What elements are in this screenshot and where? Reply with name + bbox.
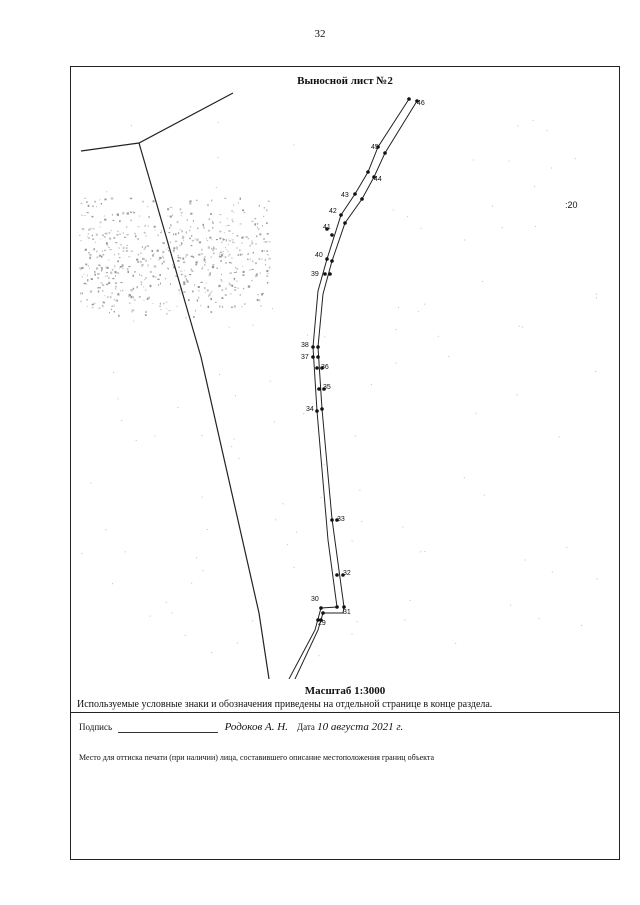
boundary-point-label: 39	[311, 271, 319, 278]
boundary-line-main	[139, 143, 269, 679]
boundary-point-marker	[319, 606, 323, 610]
boundary-point-marker	[330, 518, 334, 522]
legend-note: Используемые условные знаки и обозначения приведены на отдельной странице в конце раздела.	[77, 699, 493, 710]
boundary-point-label: 37	[301, 354, 309, 361]
boundary-point-label: 31	[343, 609, 351, 616]
boundary-point-marker	[335, 573, 339, 577]
map-title: Выносной лист №2	[297, 75, 393, 87]
boundary-points	[301, 97, 425, 627]
boundary-point-label: 41	[323, 224, 331, 231]
boundary-point-label: 42	[329, 208, 337, 215]
boundary-point-marker	[353, 192, 357, 196]
boundary-point-marker	[311, 355, 315, 359]
boundary-point-marker	[321, 611, 325, 615]
boundary-point-marker	[316, 355, 320, 359]
signature-line	[118, 723, 218, 733]
signer-name: Родоков А. Н.	[224, 721, 288, 733]
boundary-point-marker	[360, 197, 364, 201]
boundary-point-marker	[325, 257, 329, 261]
boundary-point-marker	[316, 345, 320, 349]
page-number: 32	[314, 28, 326, 40]
signature-section	[71, 712, 619, 860]
boundary-point-label: 30	[311, 596, 319, 603]
boundary-point-marker	[311, 345, 315, 349]
boundary-point-label: 45	[371, 144, 379, 151]
boundary-point-label: 32	[343, 570, 351, 577]
boundary-point-marker	[315, 409, 319, 413]
boundary-point-marker	[330, 259, 334, 263]
boundary-point-marker	[343, 221, 347, 225]
boundary-point-marker	[339, 213, 343, 217]
map-scale: Масштаб 1:3000	[304, 685, 386, 697]
parcel-number-label: :20	[565, 200, 578, 210]
signature-label: Подпись	[79, 722, 113, 732]
boundary-point-label: 43	[341, 192, 349, 199]
corridor-left-edge	[289, 99, 409, 679]
boundary-point-label: 38	[301, 342, 309, 349]
boundary-point-label: 33	[337, 516, 345, 523]
boundary-point-marker	[330, 233, 334, 237]
boundary-point-label: 40	[315, 252, 323, 259]
boundary-point-marker	[323, 272, 327, 276]
boundary-line-upper	[81, 93, 233, 151]
boundary-point-marker	[328, 272, 332, 276]
boundary-point-marker	[407, 97, 411, 101]
cadastral-map	[71, 67, 619, 679]
sheet-frame	[70, 66, 620, 860]
boundary-point-label: 44	[374, 176, 382, 183]
boundary-point-marker	[315, 366, 319, 370]
stamp-place-note: Место для оттиска печати (при наличии) лица, составившего описание местоположения границ объекта	[79, 753, 435, 762]
map-area	[71, 67, 619, 679]
boundary-point-marker	[366, 170, 370, 174]
boundary-point-label: 34	[306, 406, 314, 413]
date-label: Дата	[296, 722, 315, 732]
boundary-point-label: 46	[417, 100, 425, 107]
boundary-point-marker	[320, 407, 324, 411]
boundary-point-marker	[383, 151, 387, 155]
boundary-point-marker	[335, 605, 339, 609]
boundary-point-label: 36	[321, 364, 329, 371]
signature-date: 10 августа 2021 г.	[317, 721, 404, 733]
signature-row	[79, 721, 403, 733]
boundary-point-label: 29	[318, 620, 326, 627]
boundary-point-label: 35	[323, 384, 331, 391]
boundary-point-marker	[317, 387, 321, 391]
corridor-right-edge	[295, 101, 417, 679]
